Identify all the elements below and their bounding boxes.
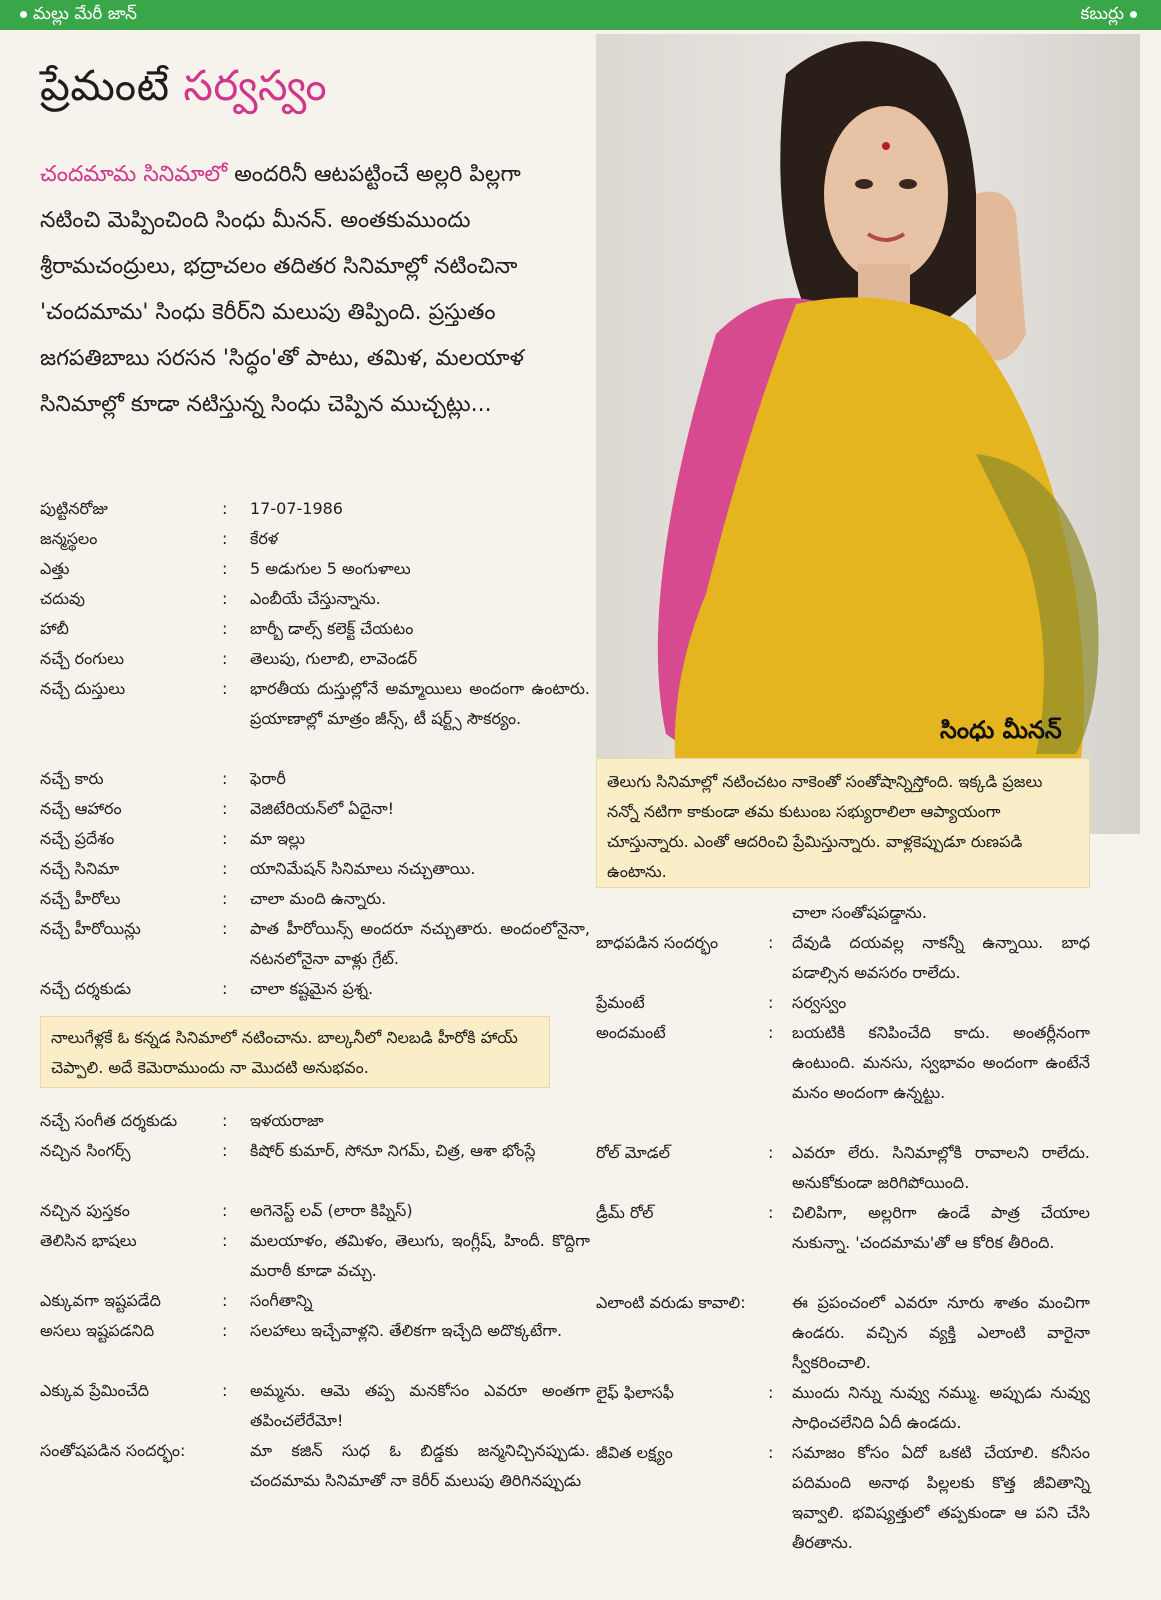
profile-label: రోల్ మోడల్ bbox=[596, 1143, 670, 1162]
profile-value: కిషోర్ కుమార్, సోనూ నిగమ్, చిత్ర, ఆశా భోంస్లే bbox=[250, 1141, 536, 1160]
profile-value: ఎవరూ లేరు. సినిమాల్లోకి రావాలని రాలేదు. అనుకోకుండా జరిగిపోయింది. bbox=[792, 1143, 1090, 1192]
profile-colon: : bbox=[222, 529, 228, 548]
profile-row bbox=[596, 928, 1090, 988]
profile-label: ఎత్తు bbox=[40, 559, 70, 578]
profile-colon: : bbox=[222, 559, 228, 578]
profile-label: నచ్చే ఆహారం bbox=[40, 799, 122, 818]
profile-row bbox=[40, 1286, 590, 1316]
profile-colon: : bbox=[222, 589, 228, 608]
profile-colon: : bbox=[222, 979, 228, 998]
profile-row bbox=[596, 1288, 1090, 1378]
profile-colon: : bbox=[222, 799, 228, 818]
profile-label: నచ్చే హీరోలు bbox=[40, 889, 121, 908]
profile-colon: : bbox=[222, 499, 228, 518]
profile-value: బార్బీ డాల్స్ కలెక్ట్ చేయటం bbox=[250, 619, 414, 638]
profile-value: 5 అడుగుల 5 అంగుళాలు bbox=[250, 559, 411, 578]
profile-colon: : bbox=[768, 1143, 774, 1162]
profile-row bbox=[596, 988, 1090, 1018]
profile-label: తెలిసిన భాషలు bbox=[40, 1231, 137, 1250]
profile-label: బాధపడిన సందర్భం bbox=[596, 933, 719, 952]
profile-row bbox=[40, 824, 590, 854]
header-right bbox=[1081, 4, 1143, 28]
profile-label: జీవిత లక్ష్యం bbox=[596, 1443, 673, 1462]
profile-value: మలయాళం, తమిళం, తెలుగు, ఇంగ్లీష్, హిందీ. కొద్దిగా మరాఠీ కూడా వచ్చు. bbox=[250, 1231, 590, 1280]
profile-label: నచ్చిన పుస్తకం bbox=[40, 1201, 130, 1220]
header-left-text: మల్లు మేరీ జాన్ bbox=[33, 4, 137, 24]
profile-value: వెజిటేరియన్‌లో ఏదైనా! bbox=[250, 799, 394, 818]
profile-label: నచ్చే దర్శకుడు bbox=[40, 979, 132, 998]
profile-colon: : bbox=[768, 1203, 774, 1222]
profile-label: అసలు ఇష్టపడనిది bbox=[40, 1321, 155, 1340]
intro-text: అందరినీ ఆటపట్టించే అల్లరి పిల్లగా నటించి మెప్పించింది సింధు మీనన్. అంతకుముందు శ్రీరామచంద్రులు, భద్రాచలం తదితర సినిమాల్లో నటించినా 'చందమామ' సింధు కెరీర్‌ని మలుపు తిప్పింది. ప్రస్తుతం జగపతిబాబు సరసన 'సిద్ధం'తో పాటు, తమిళ, మలయాళ సినిమాల్లో కూడా నటిస్తున్న సింధు చెప్పిన ముచ్చట్లు... bbox=[40, 162, 524, 417]
profile-colon: : bbox=[768, 1443, 774, 1462]
profile-row bbox=[596, 1438, 1090, 1558]
profile-colon: : bbox=[222, 1381, 228, 1400]
profile-row bbox=[596, 1198, 1090, 1288]
profile-row bbox=[596, 1018, 1090, 1138]
profile-colon: : bbox=[222, 1321, 228, 1340]
portrait-illustration bbox=[596, 34, 1140, 834]
profile-value: చిలిపిగా, అల్లరిగా ఉండే పాత్ర చేయాల నుకున్నా. 'చందమామ'తో ఆ కోరిక తీరింది. bbox=[792, 1203, 1090, 1252]
profile-label: నచ్చిన సింగర్స్ bbox=[40, 1141, 131, 1160]
profile-label: నచ్చే సినిమా bbox=[40, 859, 120, 878]
profile-label: నచ్చే దుస్తులు bbox=[40, 679, 126, 698]
profile-label: లైఫ్ ఫిలాసఫీ bbox=[596, 1383, 675, 1402]
profile-label: హాబీ bbox=[40, 619, 69, 638]
profile-label: సంతోషపడిన సందర్భం: bbox=[40, 1441, 186, 1460]
bullet-icon bbox=[20, 11, 27, 18]
profile-colon: : bbox=[222, 1291, 228, 1310]
pull-quote-left: నాలుగేళ్లకే ఓ కన్నడ సినిమాలో నటించాను. బాల్కనీలో నిలబడి హీరోకి హాయ్ చెప్పాలి. అదే కెమెరాముందు నా మొదటి అనుభవం. bbox=[40, 1016, 550, 1088]
profile-label: డ్రీమ్ రోల్ bbox=[596, 1203, 654, 1222]
section-header-bar bbox=[0, 0, 1161, 30]
profile-row bbox=[40, 1136, 590, 1196]
profile-value: సమాజం కోసం ఏదో ఒకటి చేయాలి. కనీసం పదిమంది అనాథ పిల్లలకు కొత్త జీవితాన్ని ఇవ్వాలి. భవిష్యత్తులో తప్పకుండా ఆ పని చేసి తీరతాను. bbox=[792, 1443, 1090, 1552]
profile-row bbox=[40, 1316, 590, 1376]
profile-label: ప్రేమంటే bbox=[596, 993, 645, 1012]
profile-label: నచ్చే కారు bbox=[40, 769, 104, 788]
header-left bbox=[14, 4, 137, 28]
profile-value: అమ్మను. ఆమె తప్ప మనకోసం ఎవరూ అంతగా తపించలేరేమో! bbox=[250, 1381, 590, 1430]
profile-colon: : bbox=[222, 649, 228, 668]
profile-value: సలహాలు ఇచ్చేవాళ్లని. తేలికగా ఇచ్చేది అదొక్కటేగా. bbox=[250, 1321, 563, 1340]
profile-colon: : bbox=[768, 933, 774, 952]
article-intro bbox=[40, 152, 560, 428]
profile-colon: : bbox=[768, 1383, 774, 1402]
profile-colon: : bbox=[222, 859, 228, 878]
article-title bbox=[40, 56, 327, 116]
profile-row bbox=[40, 494, 590, 524]
profile-colon: : bbox=[222, 829, 228, 848]
profile-value: ఎంబీయే చేస్తున్నాను. bbox=[250, 589, 381, 608]
profile-value: పాత హీరోయిన్స్ అందరూ నచ్చుతారు. అందంలోనైనా, నటనలోనైనా వాళ్లు గ్రేట్. bbox=[250, 919, 590, 968]
profile-value: తెలుపు, గులాబి, లావెండర్ bbox=[250, 649, 418, 668]
profile-row bbox=[40, 914, 590, 974]
profile-row bbox=[40, 884, 590, 914]
profile-row bbox=[40, 524, 590, 554]
photo-caption: సింధు మీనన్ bbox=[940, 716, 1062, 744]
profile-colon: : bbox=[222, 1141, 228, 1160]
profile-label: ఎక్కువ ప్రేమించేది bbox=[40, 1381, 150, 1400]
profile-row bbox=[40, 1196, 590, 1226]
profile-value: ముందు నిన్ను నువ్వు నమ్ము. అప్పుడు నువ్వు సాధించలేనిది ఏదీ ఉండదు. bbox=[792, 1383, 1090, 1432]
profile-colon: : bbox=[222, 1201, 228, 1220]
profile-value: ఈ ప్రపంచంలో ఎవరూ నూరు శాతం మంచిగా ఉండరు. వచ్చిన వ్యక్తి ఎలాంటి వారైనా స్వీకరించాలి. bbox=[792, 1293, 1090, 1372]
profile-row bbox=[596, 1138, 1090, 1198]
bullet-icon bbox=[1130, 11, 1137, 18]
profile-value: ఫెరారీ bbox=[250, 769, 286, 788]
profile-row bbox=[40, 554, 590, 584]
profile-value: చాలా కష్టమైన ప్రశ్న. bbox=[250, 979, 374, 998]
profile-value: సంగీతాన్ని bbox=[250, 1291, 313, 1310]
profile-colon: : bbox=[768, 993, 774, 1012]
profile-colon: : bbox=[222, 1231, 228, 1250]
pull-quote-right: తెలుగు సినిమాల్లో నటించటం నాకెంతో సంతోషాన్నిస్తోంది. ఇక్కడి ప్రజలు నన్నో నటిగా కాకుండా తమ కుటుంబ సభ్యురాలిలా ఆప్యాయంగా చూస్తున్నారు. ఎంతో ఆదరించి ప్రేమిస్తున్నారు. వాళ్లకెప్పుడూ రుణపడి ఉంటాను. bbox=[596, 758, 1090, 888]
profile-label: చదువు bbox=[40, 589, 85, 608]
profile-value: కేరళ bbox=[250, 529, 279, 548]
profile-label: ఎక్కువగా ఇష్టపడేది bbox=[40, 1291, 161, 1310]
profile-row bbox=[40, 1226, 590, 1286]
profile-value: మా ఇల్లు bbox=[250, 829, 306, 848]
profile-row bbox=[40, 1436, 590, 1526]
profile-label: అందమంటే bbox=[596, 1023, 666, 1042]
title-part-1: ప్రేమంటే bbox=[40, 61, 170, 110]
profile-row bbox=[40, 854, 590, 884]
profile-value: సర్వస్వం bbox=[792, 993, 847, 1012]
profile-row bbox=[596, 1378, 1090, 1438]
profile-row bbox=[40, 1106, 590, 1136]
profile-colon: : bbox=[222, 619, 228, 638]
profile-row bbox=[40, 584, 590, 614]
profile-colon: : bbox=[222, 919, 228, 938]
title-part-2: సర్వస్వం bbox=[183, 61, 328, 110]
header-right-text: కబుర్లు bbox=[1080, 4, 1124, 24]
profile-row bbox=[596, 898, 1090, 928]
profile-colon: : bbox=[222, 679, 228, 698]
profile-label: నచ్చే హీరోయిన్లు bbox=[40, 919, 141, 938]
profile-colon: : bbox=[222, 889, 228, 908]
intro-highlight: చందమామ సినిమాలో bbox=[40, 162, 228, 187]
profile-row bbox=[40, 1376, 590, 1436]
profile-label: ఎలాంటి వరుడు కావాలి: bbox=[596, 1293, 746, 1312]
profile-label: జన్మస్థలం bbox=[40, 529, 98, 548]
profile-label: నచ్చే రంగులు bbox=[40, 649, 125, 668]
profile-value: ఇళయరాజా bbox=[250, 1111, 324, 1130]
portrait-photo bbox=[596, 34, 1140, 834]
profile-row bbox=[40, 764, 590, 794]
profile-value: బయటికి కనిపించేది కాదు. అంతర్లీనంగా ఉంటుంది. మనసు, స్వభావం అందంగా ఉంటేనే మనం అందంగా ఉన్నట్టు. bbox=[792, 1023, 1090, 1102]
profile-value: అగెనెస్ట్ లవ్ (లారా కిప్నిస్) bbox=[250, 1201, 413, 1220]
profile-colon: : bbox=[222, 1111, 228, 1130]
profile-colon: : bbox=[222, 769, 228, 788]
profile-row bbox=[40, 974, 590, 1004]
profile-row bbox=[40, 644, 590, 674]
profile-label: నచ్చే ప్రదేశం bbox=[40, 829, 115, 848]
profile-value: భారతీయ దుస్తుల్లోనే అమ్మాయిలు అందంగా ఉంటారు. ప్రయాణాల్లో మాత్రం జీన్స్, టీ షర్ట్స్ సౌకర్యం. bbox=[250, 679, 590, 728]
profile-label: పుట్టినరోజు bbox=[40, 499, 108, 518]
profile-label: నచ్చే సంగీత దర్శకుడు bbox=[40, 1111, 178, 1130]
profile-value: దేవుడి దయవల్ల నాకన్నీ ఉన్నాయి. బాధ పడాల్సిన అవసరం రాలేదు. bbox=[792, 933, 1090, 982]
profile-value: మా కజిన్ సుధ ఓ బిడ్డకు జన్మనిచ్చినప్పుడు. చందమామ సినిమాతో నా కెరీర్ మలుపు తిరిగినప్పుడు bbox=[250, 1441, 590, 1490]
profile-value: యానిమేషన్ సినిమాలు నచ్చుతాయి. bbox=[250, 859, 476, 878]
profile-value: చాలా సంతోషపడ్డాను. bbox=[792, 903, 927, 922]
profile-row bbox=[40, 614, 590, 644]
profile-row bbox=[40, 674, 590, 764]
profile-value: 17-07-1986 bbox=[250, 499, 343, 518]
profile-row bbox=[40, 794, 590, 824]
profile-colon: : bbox=[768, 1023, 774, 1042]
profile-value: చాలా మంది ఉన్నారు. bbox=[250, 889, 387, 908]
